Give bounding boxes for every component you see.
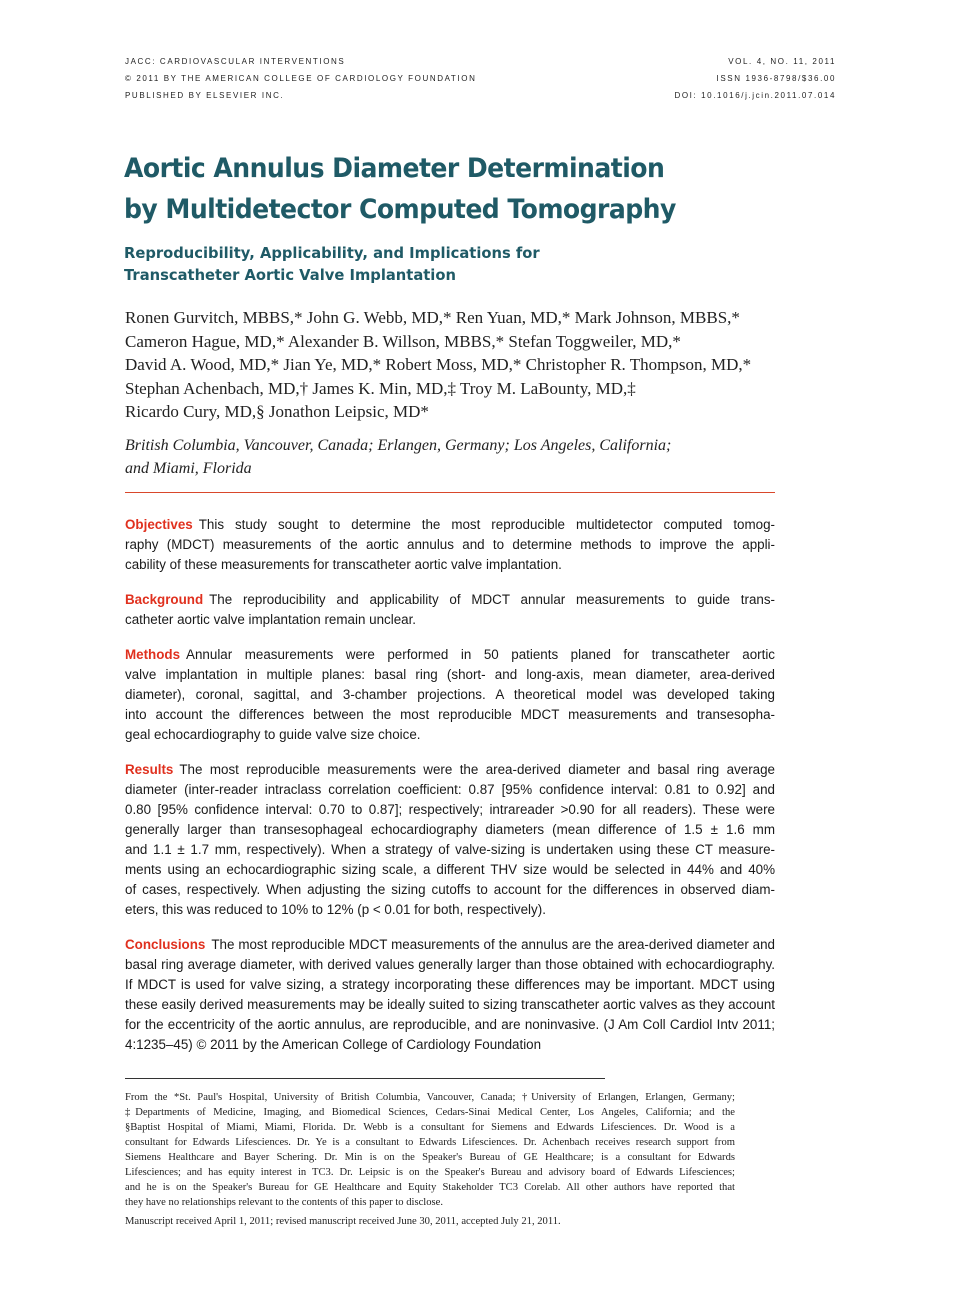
footnote-line: §Baptist Hospital of Miami, Miami, Florida. Dr. Webb is a consultant for Siemens and Edwards Lifesciences. Dr. Wood is a <box>125 1122 735 1133</box>
volume-info: VOL. 4, NO. 11, 2011 <box>728 57 836 66</box>
footnote-line: From the *St. Paul's Hospital, University of British Columbia, Vancouver, Canada; †University of Erlangen, Erlangen, Germany; <box>125 1092 735 1103</box>
abstract-line: The reproducibility and applicability of MDCT annular measurements to guide trans- <box>209 592 775 607</box>
article-subtitle <box>124 242 694 286</box>
affiliation-line: and Miami, Florida <box>125 460 252 477</box>
abstract-line: catheter aortic valve implantation remain unclear. <box>125 612 417 627</box>
abstract-line: geal echocardiography to guide valve size choice. <box>125 727 421 742</box>
abstract-line: The most reproducible MDCT measurements of the annulus are the area-derived diameter and <box>211 937 775 952</box>
issn-line: ISSN 1936-8798/$36.00 <box>716 74 836 83</box>
abstract-line: If MDCT is used for valve sizing, a strategy incorporating these differences may be important. MDCT using <box>125 977 775 992</box>
abstract-line: diameter), coronal, sagittal, and 3-chamber projections. A theoretical model was developed taking <box>125 687 775 702</box>
abstract-results <box>125 760 775 920</box>
abstract-line: basal ring average diameter, with derived values generally larger than those obtained with echocardiography. <box>125 957 775 972</box>
abstract-conclusions <box>125 935 775 1055</box>
abstract-line: The most reproducible measurements were the area-derived diameter and basal ring average <box>179 762 775 777</box>
author-line: Ronen Gurvitch, MBBS,* John G. Webb, MD,* Ren Yuan, MD,* Mark Johnson, MBBS,* <box>125 308 740 327</box>
abstract-line: and 1.1 ± 1.7 mm, respectively). When a strategy of valve-sizing is undertaken using these CT measure- <box>125 842 775 857</box>
abstract-line: into account the differences between the most reproducible MDCT measurements and transesopha- <box>125 707 775 722</box>
abstract-objectives <box>125 515 775 575</box>
abstract-line: 4:1235–45) © 2011 by the American College of Cardiology Foundation <box>125 1037 542 1052</box>
methods-label: Methods <box>125 647 181 662</box>
affiliation-locations <box>125 434 805 480</box>
affiliation-line: British Columbia, Vancouver, Canada; Erlangen, Germany; Los Angeles, California; <box>125 437 672 454</box>
footnote-line: Siemens Healthcare and Bayer Schering. Dr. Min is on the Speaker's Bureau of GE Healthcare; is a consultant for Edwards <box>125 1152 735 1163</box>
footnote-line: Lifesciences; and has equity interest in TC3. Dr. Leipsic is on the Speaker's Bureau and advisory board of Edwards Lifesciences; <box>125 1167 735 1178</box>
abstract-line: eters, this was reduced to 10% to 12% (p < 0.01 for both, respectively). <box>125 902 546 917</box>
article-subtitle-line: Reproducibility, Applicability, and Implications for <box>124 244 540 262</box>
abstract-line: This study sought to determine the most reproducible multidetector computed tomog- <box>198 517 775 532</box>
results-label: Results <box>125 762 174 777</box>
section-divider <box>125 492 775 493</box>
abstract-line: for the eccentricity of the aortic annulus, are reproducible, and are noninvasive. (J Am Coll Cardiol Intv 2011; <box>125 1017 775 1032</box>
abstract-line: ments using an echocardiographic sizing scale, a different THV size would be selected in 44% and 40% <box>125 862 775 877</box>
author-list <box>125 306 805 424</box>
footnote-line: they have no relationships relevant to the contents of this paper to disclose. <box>125 1197 444 1208</box>
abstract-line: generally larger than transesophageal echocardiography diameters (mean difference of 1.5 ± 1.6 mm <box>125 822 775 837</box>
copyright-line: © 2011 BY THE AMERICAN COLLEGE OF CARDIOLOGY FOUNDATION <box>125 74 477 83</box>
manuscript-dates: Manuscript received April 1, 2011; revised manuscript received June 30, 2011, accepted July 21, 2011. <box>125 1216 561 1227</box>
abstract-line: 0.80 [95% confidence interval: 0.70 to 0.87]; respectively; intrareader >0.90 for all readers). These were <box>125 802 775 817</box>
abstract-line: of cases, respectively. When adjusting the sizing cutoffs to account for the differences in observed diam- <box>125 882 775 897</box>
article-subtitle-line: Transcatheter Aortic Valve Implantation <box>124 266 456 284</box>
abstract-line: diameter (inter-reader intraclass correlation coefficient: 0.87 [95% confidence interval: 0.81 to 0.92] and <box>125 782 775 797</box>
conclusions-label: Conclusions <box>125 937 206 952</box>
doi-link[interactable]: DOI: 10.1016/j.jcin.2011.07.014 <box>674 91 836 100</box>
article-title-line: by Multidetector Computed Tomography <box>124 194 676 225</box>
publisher-line: PUBLISHED BY ELSEVIER INC. <box>125 91 285 100</box>
author-line: Stephan Achenbach, MD,† James K. Min, MD,‡ Troy M. LaBounty, MD,‡ <box>125 378 636 398</box>
author-line: David A. Wood, MD,* Jian Ye, MD,* Robert Moss, MD,* Christopher R. Thompson, MD,* <box>125 355 752 374</box>
objectives-label: Objectives <box>125 517 193 532</box>
footnote-divider <box>125 1078 605 1079</box>
abstract-line: valve implantation in multiple planes: basal ring (short- and long-axis, mean diameter, area-derived <box>125 667 775 682</box>
footnote-affiliations <box>125 1090 735 1210</box>
author-line: Cameron Hague, MD,* Alexander B. Willson, MBBS,* Stefan Toggweiler, MD,* <box>125 331 681 351</box>
author-line: Ricardo Cury, MD,§ Jonathon Leipsic, MD* <box>125 402 429 421</box>
abstract-line: cability of these measurements for transcatheter aortic valve implantation. <box>125 557 562 572</box>
abstract-methods <box>125 645 775 745</box>
background-label: Background <box>125 592 204 607</box>
abstract-line: these easily derived measurements may be ideally suited to sizing transcatheter aortic valves as they account <box>125 997 775 1012</box>
abstract-line: Annular measurements were performed in 50 patients planed for transcatheter aortic <box>186 647 775 662</box>
journal-name: JACC: CARDIOVASCULAR INTERVENTIONS <box>125 57 346 66</box>
article-title-line: Aortic Annulus Diameter Determination <box>124 153 665 184</box>
footnote-line: consultant for Edwards Lifesciences. Dr. Ye is a consultant to Edwards Lifesciences. Dr. Achenbach receives research support from <box>125 1137 735 1148</box>
footnote-line: ‡Departments of Medicine, Imaging, and Biomedical Sciences, Cedars-Sinai Medical Center, Los Angeles, California; and the <box>125 1107 735 1118</box>
footnote-line: and he is on the Speaker's Bureau for GE Healthcare and Equity Stakeholder TC3 Corelab. All other authors have reported that <box>125 1182 735 1193</box>
abstract-background <box>125 590 775 630</box>
article-title <box>124 148 775 230</box>
abstract-line: raphy (MDCT) measurements of the aortic annulus and to determine methods to improve the appli- <box>125 537 775 552</box>
